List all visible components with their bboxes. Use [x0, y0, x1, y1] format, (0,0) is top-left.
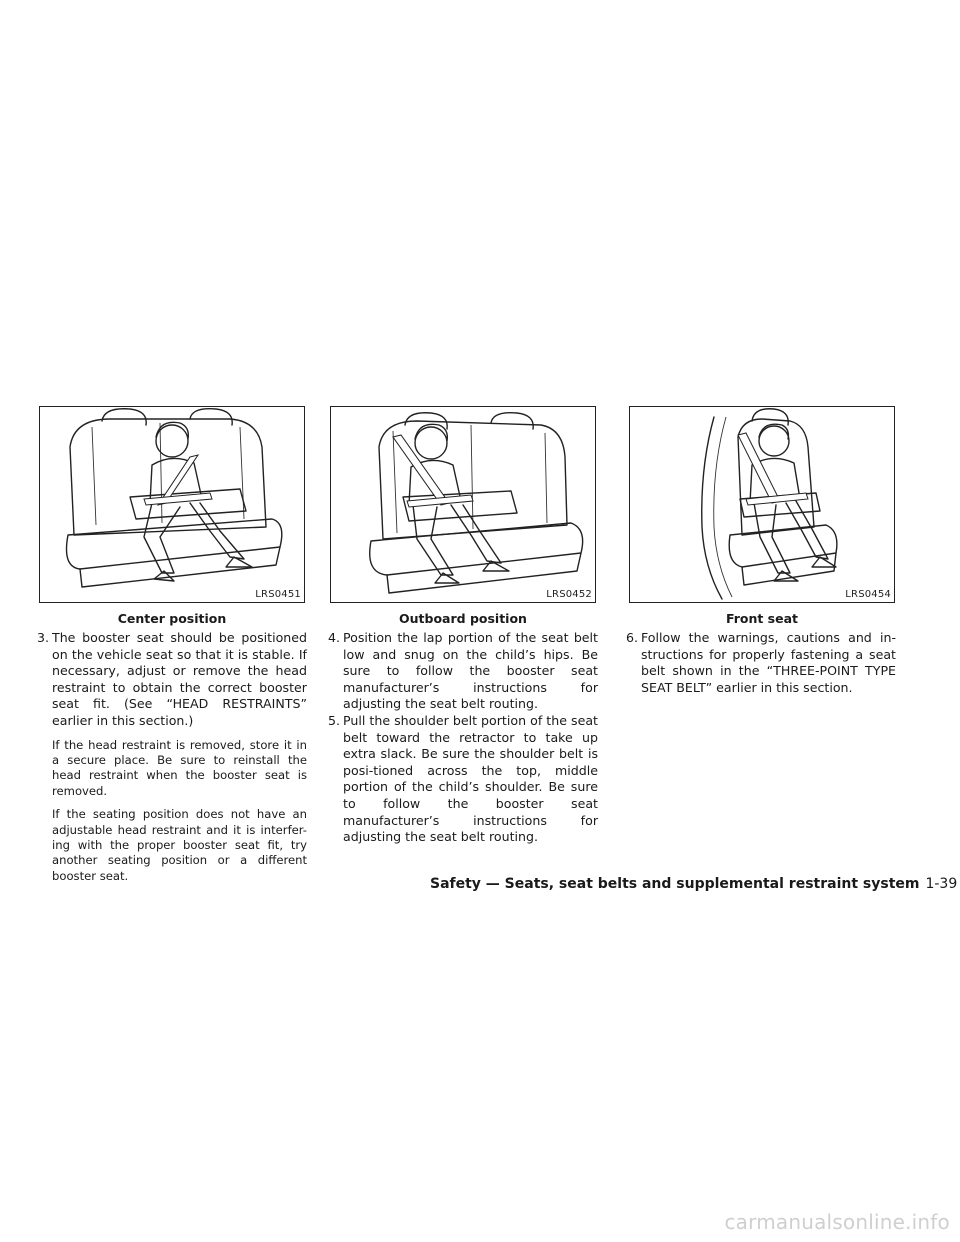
step-6 — [626, 630, 896, 696]
footer-section-title: Safety — Seats, seat belts and supplemental restraint system — [430, 876, 920, 892]
figure-code: LRS0452 — [546, 589, 592, 600]
column-left — [37, 630, 307, 884]
watermark: carmanualsonline.info — [724, 1210, 950, 1234]
child-booster-outboard-illustration — [331, 407, 595, 602]
step-number: 3. — [37, 630, 50, 645]
figure-caption: Center position — [117, 611, 227, 626]
step-text: Follow the warnings, cautions and in-structions for properly fastening a seat belt shown in the “THREE-POINT TYPE SEAT BELT” earlier in this section. — [641, 630, 896, 695]
child-booster-center-illustration — [40, 407, 304, 602]
figure-outboard-position — [330, 406, 596, 603]
page-number: 1-39 — [925, 876, 958, 892]
step-number: 6. — [626, 630, 639, 645]
step-text: Position the lap portion of the seat belt low and snug on the child’s hips. Be sure to follow the booster seat manufacturer’s instructions for adjusting the seat belt routing. — [343, 630, 598, 712]
figure-front-seat — [629, 406, 895, 603]
page-footer — [430, 876, 958, 892]
step-3-note-seating-position: If the seating position does not have an adjustable head restraint and it is interfer-ing with the proper booster seat fit, try another seating position or a different booster seat. — [52, 807, 307, 883]
child-booster-front-seat-illustration — [630, 407, 894, 602]
figure-caption: Front seat — [725, 611, 799, 626]
figure-code: LRS0454 — [845, 589, 891, 600]
step-3-note-head-restraint: If the head restraint is removed, store it in a secure place. Be sure to reinstall the head restraint when the booster seat is removed. — [52, 737, 307, 798]
column-middle — [328, 630, 598, 846]
figure-code: LRS0451 — [255, 589, 301, 600]
column-right — [626, 630, 896, 696]
step-4 — [328, 630, 598, 713]
figure-caption: Outboard position — [399, 611, 527, 626]
step-text: The booster seat should be positioned on the vehicle seat so that it is stable. If necessary, adjust or remove the head restraint to obtain the correct booster seat fit. (See “HEAD RESTRAINTS” earlier in this section.) — [52, 630, 307, 728]
step-3 — [37, 630, 307, 730]
step-number: 5. — [328, 712, 341, 728]
step-text: Pull the shoulder belt portion of the seat belt toward the retractor to take up extra slack. Be sure the shoulder belt is posi-tioned across the top, middle portion of the child’s shoulder. Be sure to follow the booster seat manufacturer’s instructions for adjusting the seat belt routing. — [343, 712, 598, 845]
figure-center-position — [39, 406, 305, 603]
step-number: 4. — [328, 630, 341, 645]
step-5 — [328, 713, 598, 846]
